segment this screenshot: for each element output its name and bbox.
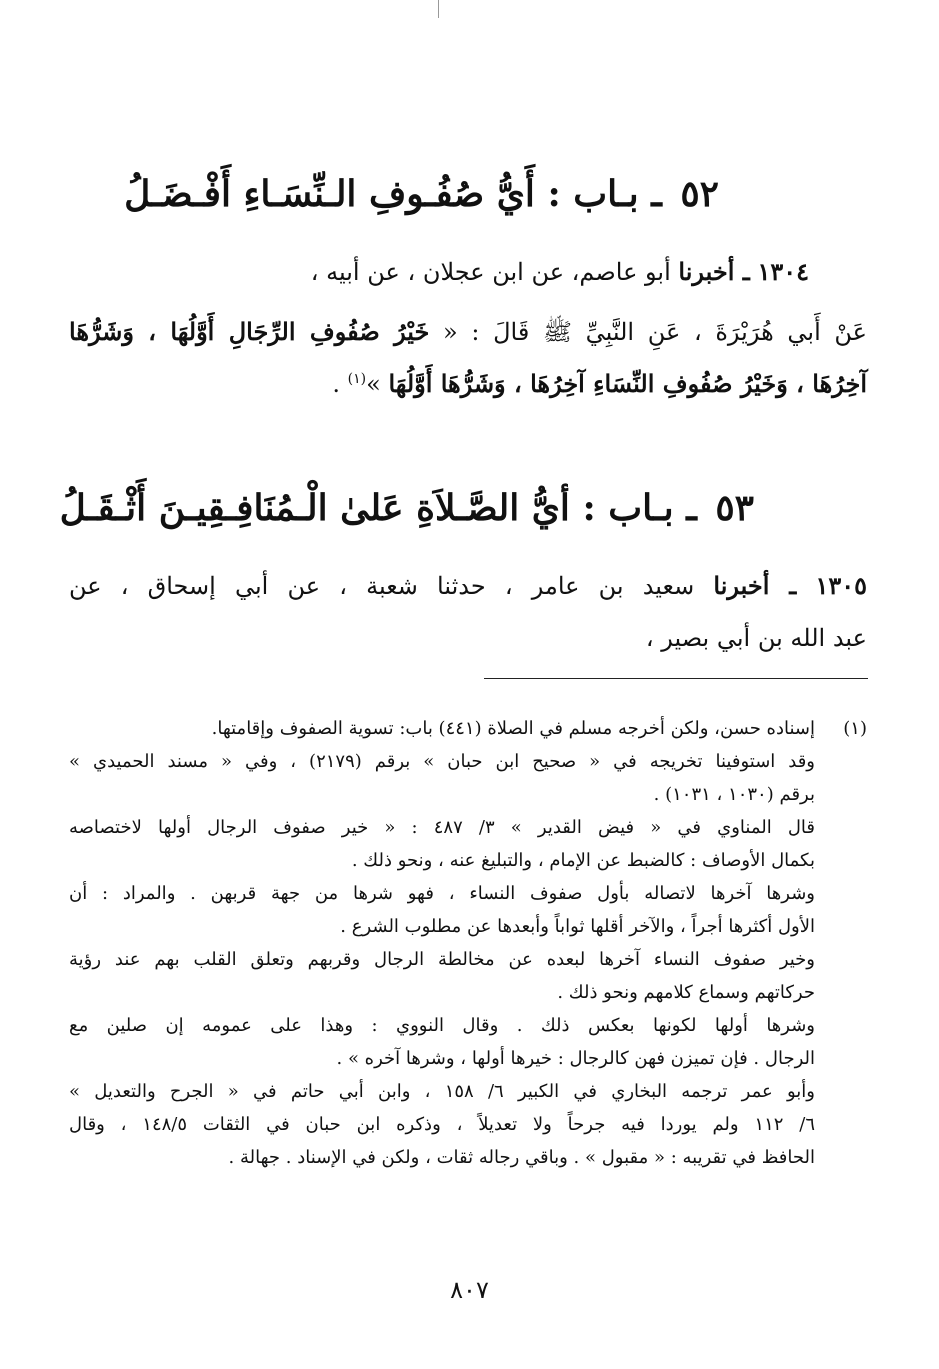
hadith-1305-line-2 (69, 610, 867, 666)
quote-close: » (366, 370, 381, 398)
footnote-marker: (١) (843, 718, 867, 739)
chapter-title: ـ بـاب : أيُّ الصَّـلاَةِ عَلىٰ الْـمُنَافِـقِيـنَ أَثْـقَـلُ (59, 487, 697, 529)
page-number: ٨٠٧ (450, 1276, 489, 1304)
hadith-1304-line-2 (69, 304, 867, 360)
footnote-line: برقم (١٠٣٠ ، ١٠٣١) . (653, 784, 815, 805)
scan-mark (438, 0, 439, 18)
chapter-heading-53 (60, 480, 754, 536)
hadith-number: ١٣٠٥ (815, 571, 867, 600)
footnote-line: الحافظ في تقريبه : « مقبول » . وباقي رجاله ثقات ، ولكن في الإسناد . جهالة . (228, 1147, 815, 1168)
hadith-1304-line-3 (69, 356, 867, 412)
footnote-line: الرجال . فإن تميزن فهن كالرجال : خيرها أولها ، وشرها آخره » . (336, 1048, 815, 1069)
footnote-line: بكمال الأوصاف : كالضبط عن الإمام ، والتبليغ عنه ، ونحو ذلك . (351, 850, 815, 871)
chapter-number: ٥٢ (680, 173, 719, 215)
footnote-line: ٦/ ١١٢ ولم يوردا فيه جرحاً ولا تعديلاً ، وذكره ابن حبان في الثقات ١٤٨/٥ ، وقال (69, 1114, 815, 1135)
hadith-lead: أخبرنا (678, 257, 735, 286)
footnote-line: إسناده حسن، ولكن أخرجه مسلم في الصلاة (٤٤١) باب: تسوية الصفوف وإقامتها. (211, 718, 815, 739)
hadith-matn: خَيْرُ صُفُوفِ الرِّجَالِ أَوَّلُهَا ، وَشَرُّهَا (69, 317, 430, 346)
footnote-line: وأبو عمر ترجمه البخاري في الكبير ٦/ ١٥٨ ، وابن أبي حاتم في « الجرح والتعديل » (69, 1081, 815, 1102)
footnote-line: حركاتهم وسماع كلامهم ونحو ذلك . (557, 982, 815, 1003)
footnote-reference[interactable]: (١) (347, 371, 367, 387)
footnote-separator (484, 678, 868, 679)
chapter-title: ـ بـاب : أَيُّ صُفُـوفِ الـنِّسَـاءِ أَفْـضَـلُ (124, 173, 662, 215)
hadith-isnad: سعيد بن عامر ، حدثنا شعبة ، عن أبي إسحاق ، عن (69, 572, 695, 600)
footnote-block (69, 712, 867, 1174)
footnote-line: وخير صفوف النساء آخرها لبعده عن مخالطة الرجال وقربهم وتعلق القلب بهم عند رؤية (69, 949, 815, 970)
footnote-line: وشرها أولها لكونها بعكس ذلك . وقال النووي : وهذا على عمومه إن صلين مع (69, 1015, 815, 1036)
hadith-lead: أخبرنا (713, 571, 770, 600)
hadith-isnad: أبو عاصم، عن ابن عجلان ، عن أبيه ، (310, 258, 671, 286)
hadith-1305-line-1: ١٣٠٥ ـ أخبرنا سعيد بن عامر ، حدثنا شعبة ، عن أبي إسحاق ، عن (69, 571, 867, 600)
hadith-isnad-continued: عبد الله بن أبي بصير ، (645, 624, 867, 652)
hadith-matn-continued: آخِرُهَا ، وَخَيْرُ صُفُوفِ النِّسَاءِ آخِرُهَا ، وَشَرُّهَا أَوَّلُهَا (388, 369, 867, 398)
hadith-text: عَنْ أَبي هُرَيْرَةَ ، عَنِ النَّبِيِّ ﷺ قَالَ : « (443, 318, 867, 346)
footnote-line: وشرها آخرها لاتصاله بأول صفوف النساء ، فهو شرها من جهة قربهن . والمراد : أن (69, 883, 815, 904)
footnote-line: وقد استوفينا تخريجه في « صحيح ابن حبان » برقم (٢١٧٩) ، وفي « مسند الحميدي » (69, 751, 816, 772)
footnote-line: قال المناوي في « فيض القدير » ٣/ ٤٨٧ : « خير صفوف الرجال أولها لاختصاصه (69, 817, 816, 838)
sentence-end: . (332, 370, 340, 398)
chapter-number: ٥٣ (715, 487, 754, 529)
hadith-number: ١٣٠٤ (757, 257, 809, 286)
hadith-1304-line-1: ١٣٠٤ ـ أخبرنا أبو عاصم، عن ابن عجلان ، عن أبيه ، (310, 257, 809, 286)
footnote-line: الأول أكثرها أجراً ، والآخر أقلها ثواباً وأبعدها عن مطلوب الشرع . (340, 916, 815, 937)
chapter-heading-52 (124, 166, 719, 222)
